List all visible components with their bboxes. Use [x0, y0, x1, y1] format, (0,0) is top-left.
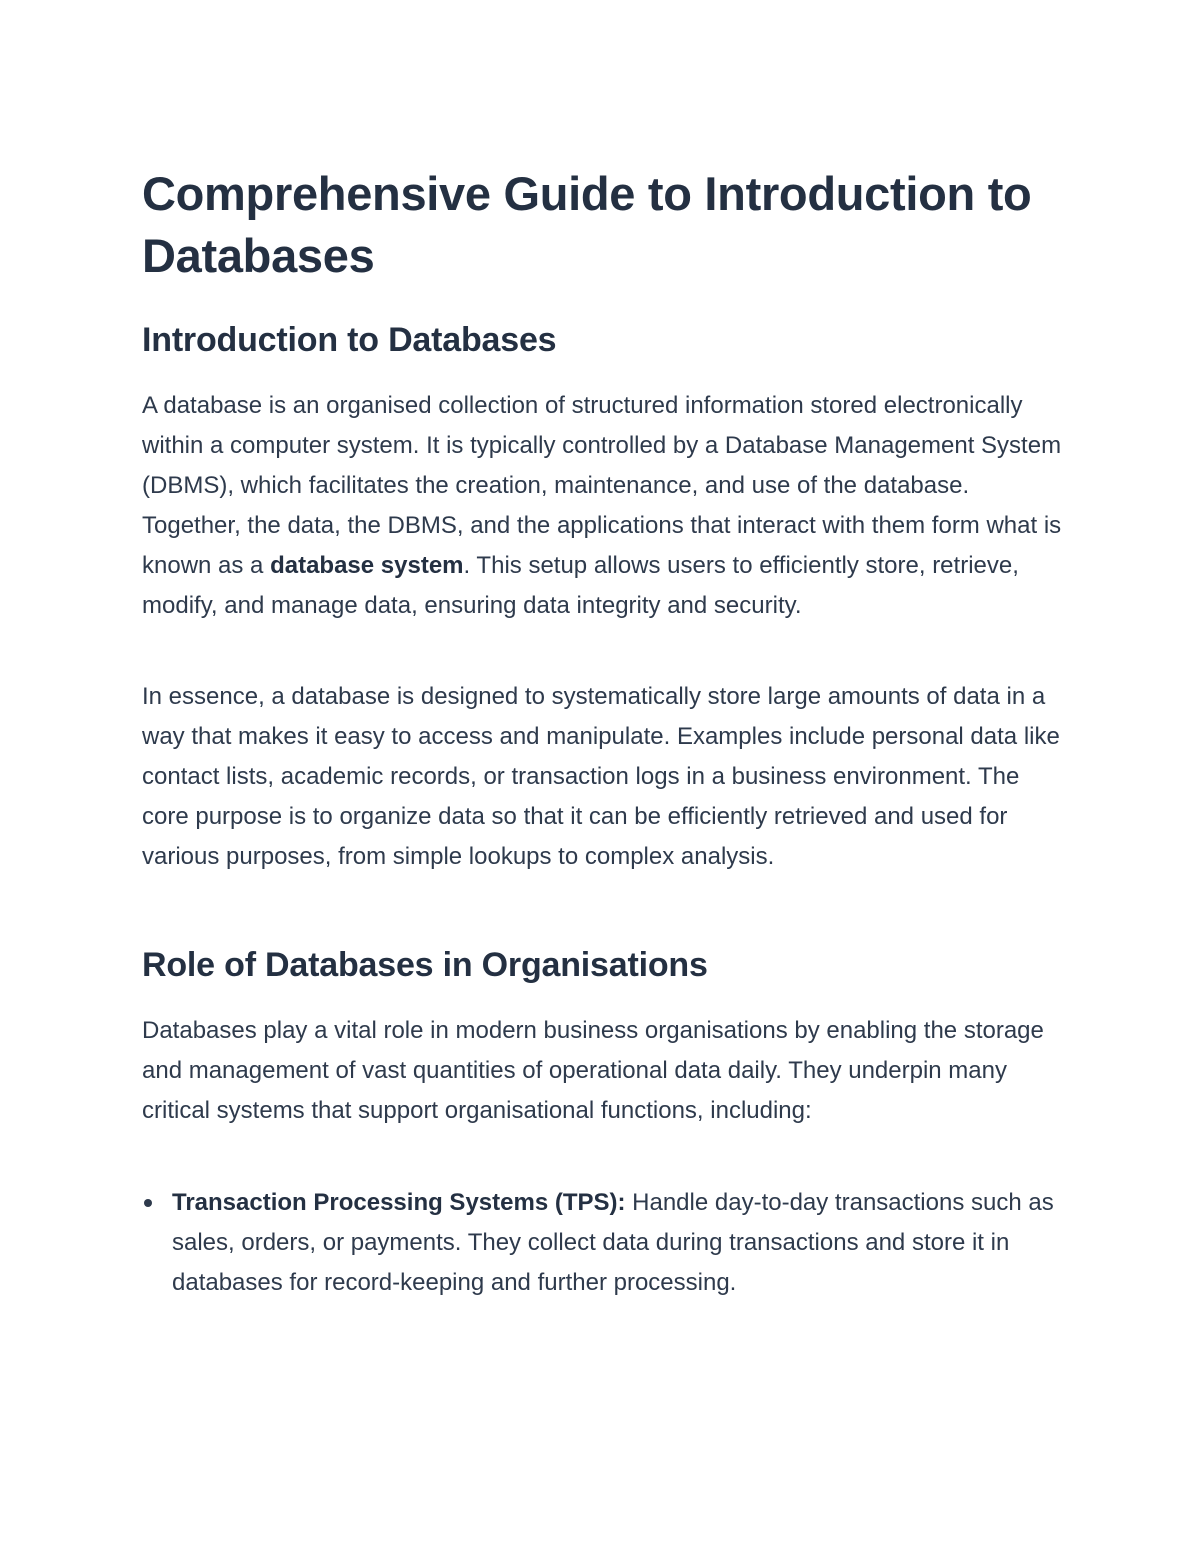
paragraph-role-intro: Databases play a vital role in modern business organisations by enabling the storage and management of vast quantities of operational data daily. They underpin many critical systems that support organisational functions, including: [142, 1017, 1044, 1124]
paragraph-database-essence: In essence, a database is designed to systematically store large amounts of data in a way that makes it easy to access and manipulate. Examples include personal data like contact lists, academic records, or transaction logs in a business environment. The core purpose is to organize data so that it can be efficiently retrieved and used for various purposes, from simple lookups to complex analysis. [142, 683, 1060, 870]
section-heading-introduction: Introduction to Databases [142, 321, 557, 359]
bold-term-database-system: database system [270, 552, 464, 579]
systems-bullet-list [142, 1183, 1072, 1303]
paragraph-text: A database is an organised collection of structured information stored electronically within a computer system. It is typically controlled by a Database Management System (DBMS), which facilitates the creation, maintenance, and use of the database. Together, the data, the DBMS, and the applications that interact with them form what is known as a [142, 392, 1062, 579]
bullet-icon [144, 1199, 152, 1207]
paragraph-text: . This setup allows users to efficiently store, retrieve, modify, and manage data, ensuring data integrity and security. [142, 552, 1019, 619]
paragraph-database-definition [142, 386, 1072, 626]
list-item [142, 1183, 1072, 1303]
bullet-term: Transaction Processing Systems (TPS): [172, 1189, 626, 1216]
bullet-text: Handle day-to-day transactions such as sales, orders, or payments. They collect data during transactions and store it in databases for record-keeping and further processing. [172, 1189, 1054, 1296]
section-heading-role-of-databases: Role of Databases in Organisations [142, 946, 708, 984]
document-title: Comprehensive Guide to Introduction to Databases [142, 167, 1032, 282]
